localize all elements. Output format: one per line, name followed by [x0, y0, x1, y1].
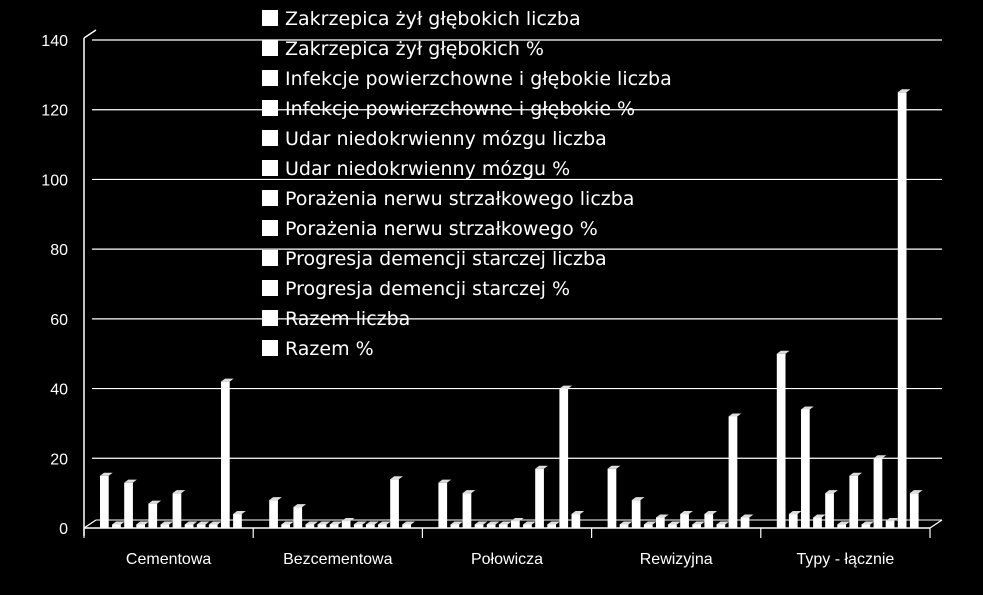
- bar: [608, 469, 617, 528]
- legend-label: Progresja demencji starczej liczba: [285, 248, 607, 270]
- bar-top: [813, 515, 826, 518]
- bar: [390, 479, 399, 528]
- bar: [499, 525, 508, 528]
- bar: [463, 493, 472, 528]
- legend-swatch: [262, 40, 278, 56]
- legend-label: Porażenia nerwu strzałkowego %: [285, 218, 598, 240]
- bar: [656, 518, 665, 528]
- category-label: Rewizyjna: [639, 551, 713, 568]
- bar: [789, 514, 798, 528]
- bar-top: [402, 522, 415, 525]
- bar-top: [789, 511, 802, 514]
- bar-top: [233, 511, 246, 514]
- bar-top: [318, 522, 331, 525]
- bar: [849, 476, 858, 528]
- category-label: Cementowa: [125, 551, 212, 568]
- bar-top: [136, 522, 149, 525]
- legend-swatch: [262, 310, 278, 326]
- bar: [813, 518, 822, 528]
- bars: [100, 89, 923, 528]
- bar-top: [572, 511, 585, 514]
- bar-top: [898, 89, 911, 92]
- bar: [148, 504, 157, 528]
- bar: [281, 525, 290, 528]
- bar-top: [692, 522, 705, 525]
- legend-label: Udar niedokrwienny mózgu liczba: [285, 128, 607, 150]
- bar: [717, 525, 726, 528]
- legend-label: Infekcje powierzchowne i głębokie liczba: [285, 68, 672, 90]
- bar-top: [306, 522, 319, 525]
- bar-top: [680, 511, 693, 514]
- bar: [318, 525, 327, 528]
- bar: [124, 483, 133, 528]
- bar-top: [463, 490, 476, 493]
- bar-top: [161, 522, 174, 525]
- bar-top: [668, 522, 681, 525]
- bar-top: [704, 511, 717, 514]
- legend-swatch: [262, 250, 278, 266]
- bar-top: [523, 522, 536, 525]
- bar-top: [837, 522, 850, 525]
- bar: [572, 514, 581, 528]
- bar-top: [100, 473, 113, 476]
- category-labels: [126, 551, 894, 568]
- bar: [511, 521, 520, 528]
- y-tick-label: 0: [59, 521, 68, 538]
- bar-top: [644, 522, 657, 525]
- bar-top: [451, 522, 464, 525]
- bar: [910, 493, 919, 528]
- category-label: Bezcementowa: [283, 551, 393, 568]
- bar: [438, 483, 447, 528]
- bar-top: [608, 466, 621, 469]
- legend-swatch: [262, 130, 278, 146]
- legend-swatch: [262, 190, 278, 206]
- bar: [741, 518, 750, 528]
- bar-top: [620, 522, 633, 525]
- y-tick-label: 60: [50, 311, 68, 329]
- bar-top: [173, 490, 186, 493]
- bar: [342, 521, 351, 528]
- bar-top: [741, 515, 754, 518]
- legend-swatch: [262, 70, 278, 86]
- bar-top: [197, 522, 210, 525]
- bar-top: [475, 522, 488, 525]
- legend: [262, 8, 672, 360]
- bar: [729, 416, 738, 528]
- legend-swatch: [262, 280, 278, 296]
- y-tick-label: 40: [50, 381, 68, 399]
- bar: [451, 525, 460, 528]
- bar: [487, 525, 496, 528]
- bar: [233, 514, 242, 528]
- bar-top: [209, 522, 222, 525]
- bar-top: [910, 490, 923, 493]
- bar-top: [269, 497, 282, 500]
- bar: [306, 525, 315, 528]
- legend-swatch: [262, 160, 278, 176]
- bar: [475, 525, 484, 528]
- bar-top: [330, 522, 343, 525]
- bar: [293, 507, 302, 528]
- bar: [354, 525, 363, 528]
- bar-top: [112, 522, 125, 525]
- bar: [668, 525, 677, 528]
- legend-label: Porażenia nerwu strzałkowego liczba: [285, 188, 635, 210]
- bar: [523, 525, 532, 528]
- bar: [559, 389, 568, 528]
- bar-top: [438, 480, 451, 483]
- bar: [378, 525, 387, 528]
- legend-swatch: [262, 340, 278, 356]
- legend-label: Progresja demencji starczej %: [285, 278, 571, 300]
- bar: [197, 525, 206, 528]
- bar-top: [148, 501, 161, 504]
- bar: [402, 525, 411, 528]
- legend-label: Udar niedokrwienny mózgu %: [285, 158, 571, 180]
- bar: [366, 525, 375, 528]
- bar: [547, 525, 556, 528]
- bar-top: [535, 466, 548, 469]
- bar-top: [717, 522, 730, 525]
- bar-top: [801, 406, 814, 409]
- y-tick-label: 20: [50, 451, 68, 469]
- bar: [680, 514, 689, 528]
- legend-label: Infekcje powierzchowne i głębokie %: [285, 98, 636, 120]
- bar: [837, 525, 846, 528]
- bar: [825, 493, 834, 528]
- category-label: Połowicza: [470, 551, 544, 568]
- bar-top: [499, 522, 512, 525]
- bar-top: [656, 515, 669, 518]
- bar: [136, 525, 145, 528]
- bar: [692, 525, 701, 528]
- bar: [620, 525, 629, 528]
- bar: [112, 525, 121, 528]
- bar-top: [293, 504, 306, 507]
- bar: [862, 525, 871, 528]
- floor-edge-right: [930, 520, 942, 528]
- bar: [221, 382, 230, 528]
- legend-swatch: [262, 10, 278, 26]
- bar-top: [849, 473, 862, 476]
- y-tick-label: 100: [41, 172, 68, 190]
- bar-top: [777, 351, 790, 354]
- bar: [704, 514, 713, 528]
- floor-edge-left: [84, 520, 96, 528]
- bar: [801, 409, 810, 528]
- bar: [632, 500, 641, 528]
- legend-swatch: [262, 100, 278, 116]
- bar-top: [390, 476, 403, 479]
- legend-label: Razem %: [285, 338, 374, 360]
- bar: [209, 525, 218, 528]
- y-tick-label: 80: [50, 242, 68, 260]
- wall-edge: [84, 30, 96, 38]
- bar-top: [378, 522, 391, 525]
- bar: [173, 493, 182, 528]
- bar-top: [729, 413, 742, 416]
- legend-label: Razem liczba: [285, 308, 411, 330]
- bar: [330, 525, 339, 528]
- bar: [185, 525, 194, 528]
- bar: [100, 476, 109, 528]
- bar-top: [221, 379, 234, 382]
- bar-top: [124, 480, 137, 483]
- bar: [644, 525, 653, 528]
- bar: [269, 500, 278, 528]
- category-label: Typy - łącznie: [796, 551, 895, 568]
- bar-top: [354, 522, 367, 525]
- bar: [874, 458, 883, 528]
- bar: [535, 469, 544, 528]
- bar: [886, 521, 895, 528]
- y-tick-label: 120: [41, 102, 68, 120]
- legend-label: Zakrzepica żył głębokich %: [285, 38, 544, 60]
- bar-top: [632, 497, 645, 500]
- bar: [161, 525, 170, 528]
- bar-top: [281, 522, 294, 525]
- bar-top: [825, 490, 838, 493]
- bar: [898, 92, 907, 528]
- y-tick-labels: [41, 33, 68, 538]
- bar: [777, 354, 786, 528]
- bar-top: [185, 522, 198, 525]
- bar-top: [366, 522, 379, 525]
- bar-top: [487, 522, 500, 525]
- bar-top: [547, 522, 560, 525]
- bar-top: [862, 522, 875, 525]
- legend-label: Zakrzepica żył głębokich liczba: [285, 8, 581, 30]
- y-tick-label: 140: [41, 33, 68, 50]
- legend-swatch: [262, 220, 278, 236]
